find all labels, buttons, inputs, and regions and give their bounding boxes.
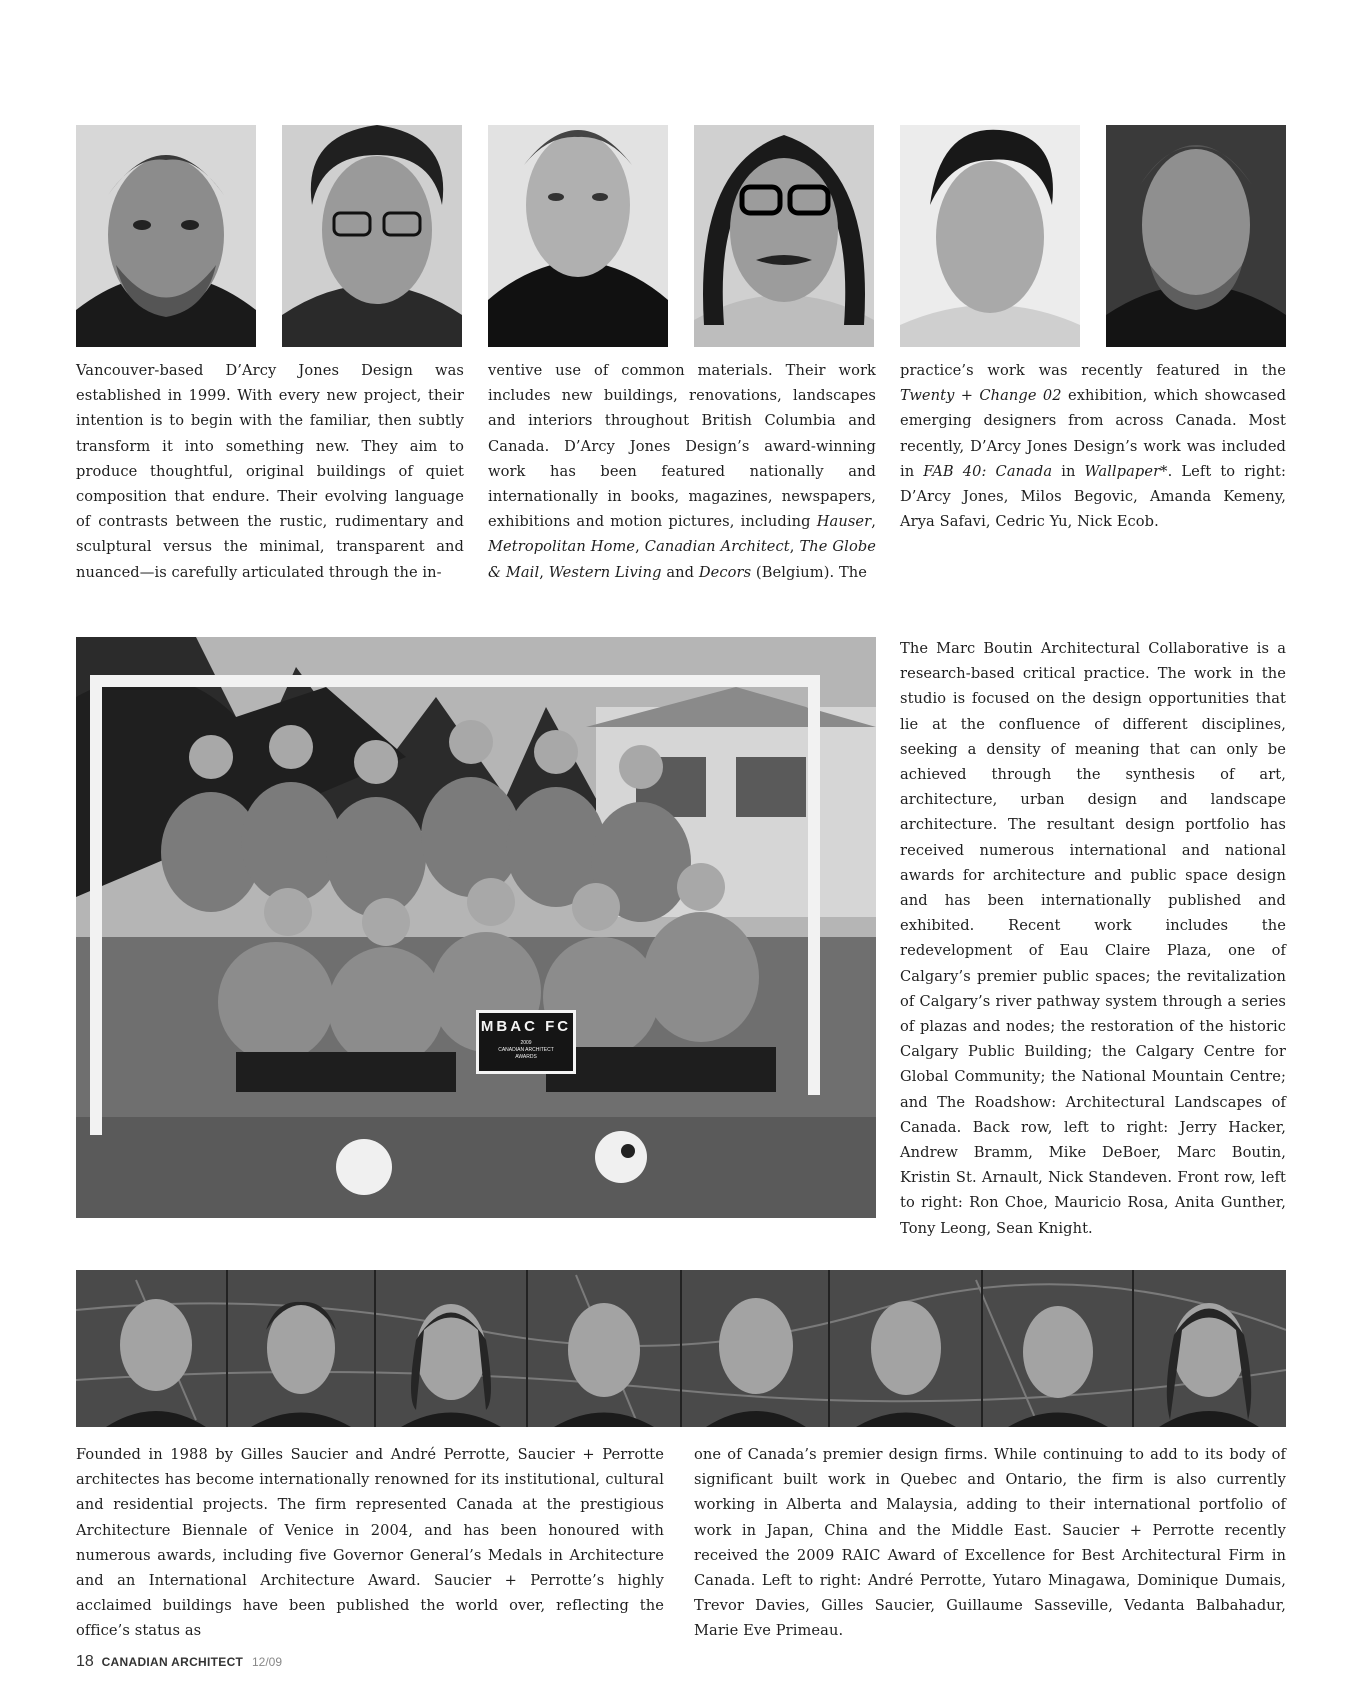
text-run: , <box>539 563 549 581</box>
portrait-strip-saucier-perrotte <box>76 1270 1286 1427</box>
team-photo-graphic <box>76 637 876 1218</box>
title-decors: Decors <box>698 563 752 581</box>
portrait-graphic <box>76 125 256 347</box>
team-photo-mbac-fc <box>76 637 876 1218</box>
title-metropolitan-home: Metropolitan Home <box>488 538 636 556</box>
title-fab-40: FAB 40: Canada <box>923 462 1053 480</box>
portrait-graphic <box>1106 125 1286 347</box>
text-run: , <box>789 538 800 556</box>
section1-text-col2 <box>488 358 876 585</box>
sign-title: MBAC FC <box>480 1018 572 1035</box>
section1-text-col3 <box>900 358 1286 534</box>
portrait-graphic <box>694 125 874 347</box>
title-globe-and-mail: The Globe & Mail <box>488 538 877 581</box>
text-run: and <box>661 563 699 581</box>
portrait-cedric-yu <box>900 125 1080 347</box>
title-western-living: Western Living <box>548 563 662 581</box>
text-run: , <box>871 513 876 531</box>
title-wallpaper: Wallpaper* <box>1084 462 1168 480</box>
sign-line-2: AWARDS <box>515 1054 537 1060</box>
portrait-milos-begovic <box>282 125 462 347</box>
page-folio <box>76 1652 282 1671</box>
title-hauser: Hauser <box>816 513 872 531</box>
title-twenty-change: Twenty + Change 02 <box>900 387 1062 405</box>
section3-text-col1: Founded in 1988 by Gilles Saucier and André Perrotte, Saucier + Perrotte architectes has become internationally renowned for its institutional, cultural and residential projects. The firm represented Canada at the prestigious Architecture Biennale of Venice in 2004, and has been honoured with numerous awards, including five Governor General’s Medals in Architecture and an International Architecture Award. Saucier + Perrotte’s highly acclaimed buildings have been published the world over, reflecting the office’s status as <box>76 1446 664 1640</box>
portrait-strip-graphic <box>76 1270 1286 1427</box>
text-run: (Belgium). The <box>751 563 868 581</box>
issue-date: 12/09 <box>251 1655 283 1669</box>
mbac-fc-sign <box>476 1010 576 1074</box>
page-number: 18 <box>76 1653 94 1670</box>
text-run: ventive use of common materials. Their work includes new buildings, renovations, landscapes and interiors throughout British Columbia and Canada. D’Arcy Jones Design’s award-winning work has been featured nationally and internationally in books, magazines, newspapers, exhibitions and motion pictures, including <box>488 362 876 531</box>
portrait-arya-safavi <box>694 125 874 347</box>
sign-line-1: CANADIAN ARCHITECT <box>498 1047 554 1053</box>
portrait-graphic <box>488 125 668 347</box>
section2-text: The Marc Boutin Architectural Collaborative is a research-based critical practice. The work in the studio is focused on the design opportunities that lie at the confluence of different disciplines, seeking a density of meaning that can only be achieved through the synthesis of art, architecture, urban design and landscape architecture. The resultant design portfolio has received numerous international and national awards for architecture and public space design and has been internationally published and exhibited. Recent work includes the redevelopment of Eau Claire Plaza, one of Calgary’s premier public spaces; the revitalization of Calgary’s river pathway system through a series of plazas and nodes; the restoration of the historic Calgary Public Building; the Calgary Centre for Global Community; the National Mountain Centre; and The Roadshow: Architectural Landscapes of Canada. Back row, left to right: Jerry Hacker, Andrew Bramm, Mike DeBoer, Marc Boutin, Kristin St. Arnault, Nick Standeven. Front row, left to right: Ron Choe, Mauricio Rosa, Anita Gunther, Tony Leong, Sean Knight. <box>900 640 1286 1237</box>
section1-text-col1: Vancouver-based D’Arcy Jones Design was established in 1999. With every new project, their intention is to begin with the familiar, then subtly transform it into something new. They aim to produce thoughtful, original buildings of quiet composition that endure. Their evolving language of contrasts between the rustic, rudimentary and sculptural versus the minimal, transparent and nuanced—is carefully articulated through the in- <box>76 362 464 581</box>
portrait-graphic <box>900 125 1080 347</box>
portrait-nick-ecob <box>1106 125 1286 347</box>
text-run: . Left to right: D’Arcy Jones, Milos Begovic, Amanda Kemeny, Arya Safavi, Cedric Yu, Nick Ecob. <box>900 462 1286 531</box>
portrait-darcy-jones <box>76 125 256 347</box>
portrait-graphic <box>282 125 462 347</box>
text-run: practice’s work was recently featured in the <box>900 362 1286 379</box>
sign-year: 2009 <box>520 1040 532 1046</box>
text-run: in <box>1052 462 1085 480</box>
magazine-name: CANADIAN ARCHITECT <box>101 1655 244 1669</box>
text-run: , <box>635 538 645 556</box>
portrait-amanda-kemeny <box>488 125 668 347</box>
section3-text-col2: one of Canada’s premier design firms. While continuing to add to its body of significant built work in Quebec and Ontario, the firm is also currently working in Alberta and Malaysia, adding to their international portfolio of work in Japan, China and the Middle East. Saucier + Perrotte recently received the 2009 RAIC Award of Excellence for Best Architectural Firm in Canada. Left to right: André Perrotte, Yutaro Minagawa, Dominique Dumais, Trevor Davies, Gilles Saucier, Guillaume Sasseville, Vedanta Balbahadur, Marie Eve Primeau. <box>694 1446 1286 1640</box>
title-canadian-architect: Canadian Architect <box>644 538 790 556</box>
text-run: exhibition, which showcased emerging designers from across Canada. Most recently, D’Arcy Jones Design’s work was included in <box>900 387 1287 480</box>
